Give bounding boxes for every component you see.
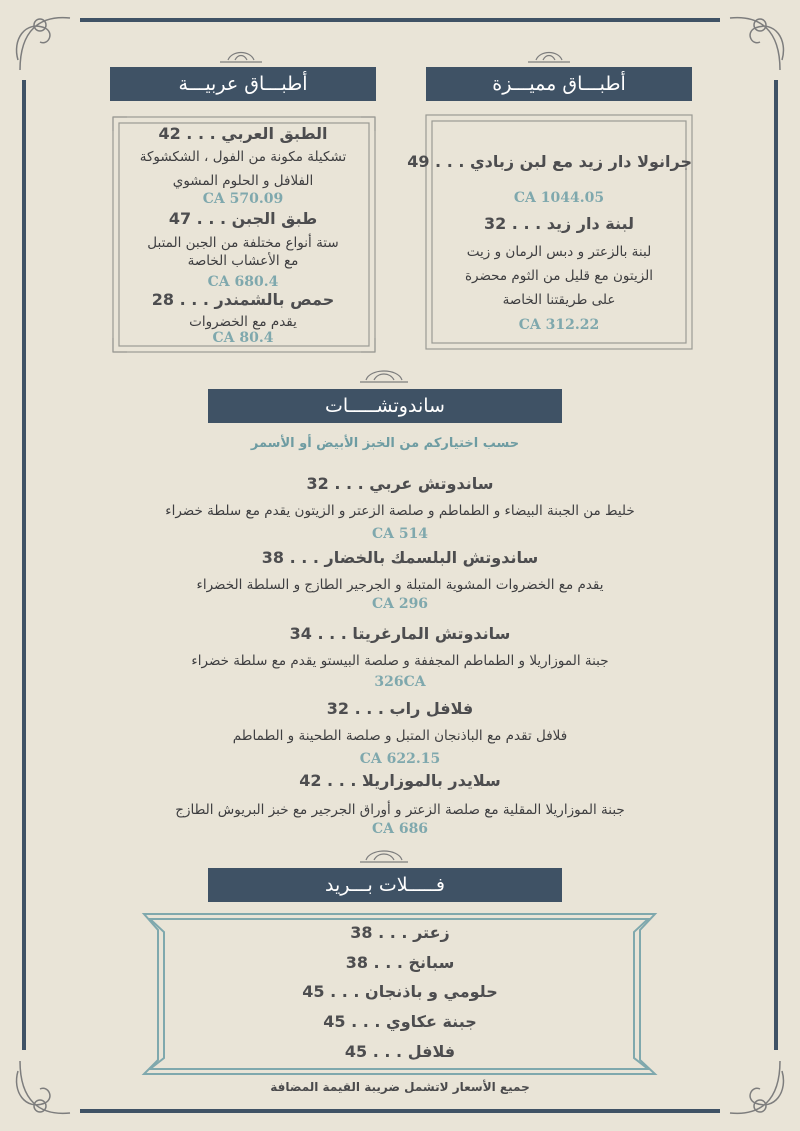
- sandwich-item-name: ساندوتش البلسمك بالخضار . . . 38: [261, 548, 539, 567]
- arabic-title: أطبـــاق عربيـــة: [178, 73, 308, 95]
- sandwich-item-name: ساندوتش المارغريتا . . . 34: [289, 624, 511, 643]
- sandwiches-banner: [208, 389, 562, 423]
- sandwich-item-desc: جبنة الموزاريلا المقلية مع صلصة الزعتر و أوراق الجرجير مع خبز البريوش الطازج: [175, 802, 625, 818]
- featured-item-desc: الزيتون مع قليل من الثوم محضرة: [464, 268, 654, 284]
- arabic-item-name: الطبق العربي . . . 42: [158, 124, 328, 143]
- sandwich-item-desc: فلافل تقدم مع الباذنجان المتبل و صلصة الطحينة و الطماطم: [232, 728, 568, 744]
- sandwich-item-price: 686 CA: [371, 821, 429, 837]
- featured-item-desc: على طريقتنا الخاصة: [502, 292, 616, 308]
- arabic-item-desc: ستة أنواع مختلفة من الجبن المتبل: [147, 235, 339, 251]
- sandwich-item-desc: جبنة الموزاريلا و الطماطم المجففة و صلصة البيستو يقدم مع سلطة خضراء: [191, 653, 609, 669]
- arabic-item-name: حمص بالشمندر . . . 28: [151, 290, 335, 309]
- featured-item-price: 312.22 CA: [518, 317, 600, 333]
- sandwiches-title: ساندوتشـــــات: [325, 395, 445, 417]
- arabic-item-desc: يقدم مع الخضروات: [189, 314, 297, 330]
- sandwich-item-name: فلافل راب . . . 32: [326, 699, 474, 718]
- arabic-item-price: 570.09 CA: [202, 191, 284, 207]
- flatbread-title: فـــــلات بـــريد: [325, 874, 445, 896]
- flatbread-item: زعتر . . . 38: [350, 923, 450, 942]
- sandwich-item-price: 326CA: [374, 674, 426, 690]
- flatbread-item: جبنة عكاوي . . . 45: [323, 1012, 477, 1031]
- flatbread-item: حلومي و باذنجان . . . 45: [302, 982, 498, 1001]
- flatbread-item: فلافل . . . 45: [344, 1042, 456, 1061]
- sandwich-item-name: سلايدر بالموزاريلا . . . 42: [299, 771, 501, 790]
- arabic-item-name: طبق الجبن . . . 47: [168, 209, 318, 228]
- vat-note: جميع الأسعار لاتشمل ضريبة القيمة المضافة: [270, 1080, 530, 1094]
- arabic-item-price: 80.4 CA: [212, 330, 274, 346]
- bread-choice-note: حسب اختياركم من الخبز الأبيض أو الأسمر: [250, 436, 520, 451]
- arabic-item-desc: تشكيلة مكونة من الفول ، الشكشوكة: [139, 149, 347, 165]
- featured-item-price: 1044.05 CA: [513, 190, 605, 206]
- arabic-item-price: 680.4 CA: [207, 274, 279, 290]
- featured-item-name: جرانولا دار زيد مع لبن زبادي . . . 49: [407, 152, 692, 171]
- arabic-item-desc: مع الأعشاب الخاصة: [187, 253, 299, 269]
- sandwich-item-desc: يقدم مع الخضروات المشوية المتبلة و الجرجير الطازج و السلطة الخضراء: [196, 577, 604, 593]
- sandwich-item-price: 514 CA: [371, 526, 429, 542]
- arabic-banner: [110, 67, 376, 101]
- arabic-item-desc: الفلافل و الحلوم المشوي: [172, 173, 314, 189]
- featured-title: أطبـــاق مميـــزة: [492, 73, 626, 95]
- sandwich-item-name: ساندوتش عربي . . . 32: [306, 474, 494, 493]
- sandwich-item-price: 296 CA: [371, 596, 429, 612]
- featured-item-name: لبنة دار زيد . . . 32: [483, 214, 635, 233]
- sandwich-item-desc: خليط من الجبنة البيضاء و الطماطم و صلصة الزعتر و الزيتون يقدم مع سلطة خضراء: [165, 503, 635, 519]
- flatbread-item: سبانخ . . . 38: [345, 953, 455, 972]
- featured-banner: [426, 67, 692, 101]
- featured-item-desc: لبنة بالزعتر و دبس الرمان و زيت: [466, 244, 652, 260]
- flatbread-banner: [208, 868, 562, 902]
- sandwich-item-price: 622.15 CA: [359, 751, 441, 767]
